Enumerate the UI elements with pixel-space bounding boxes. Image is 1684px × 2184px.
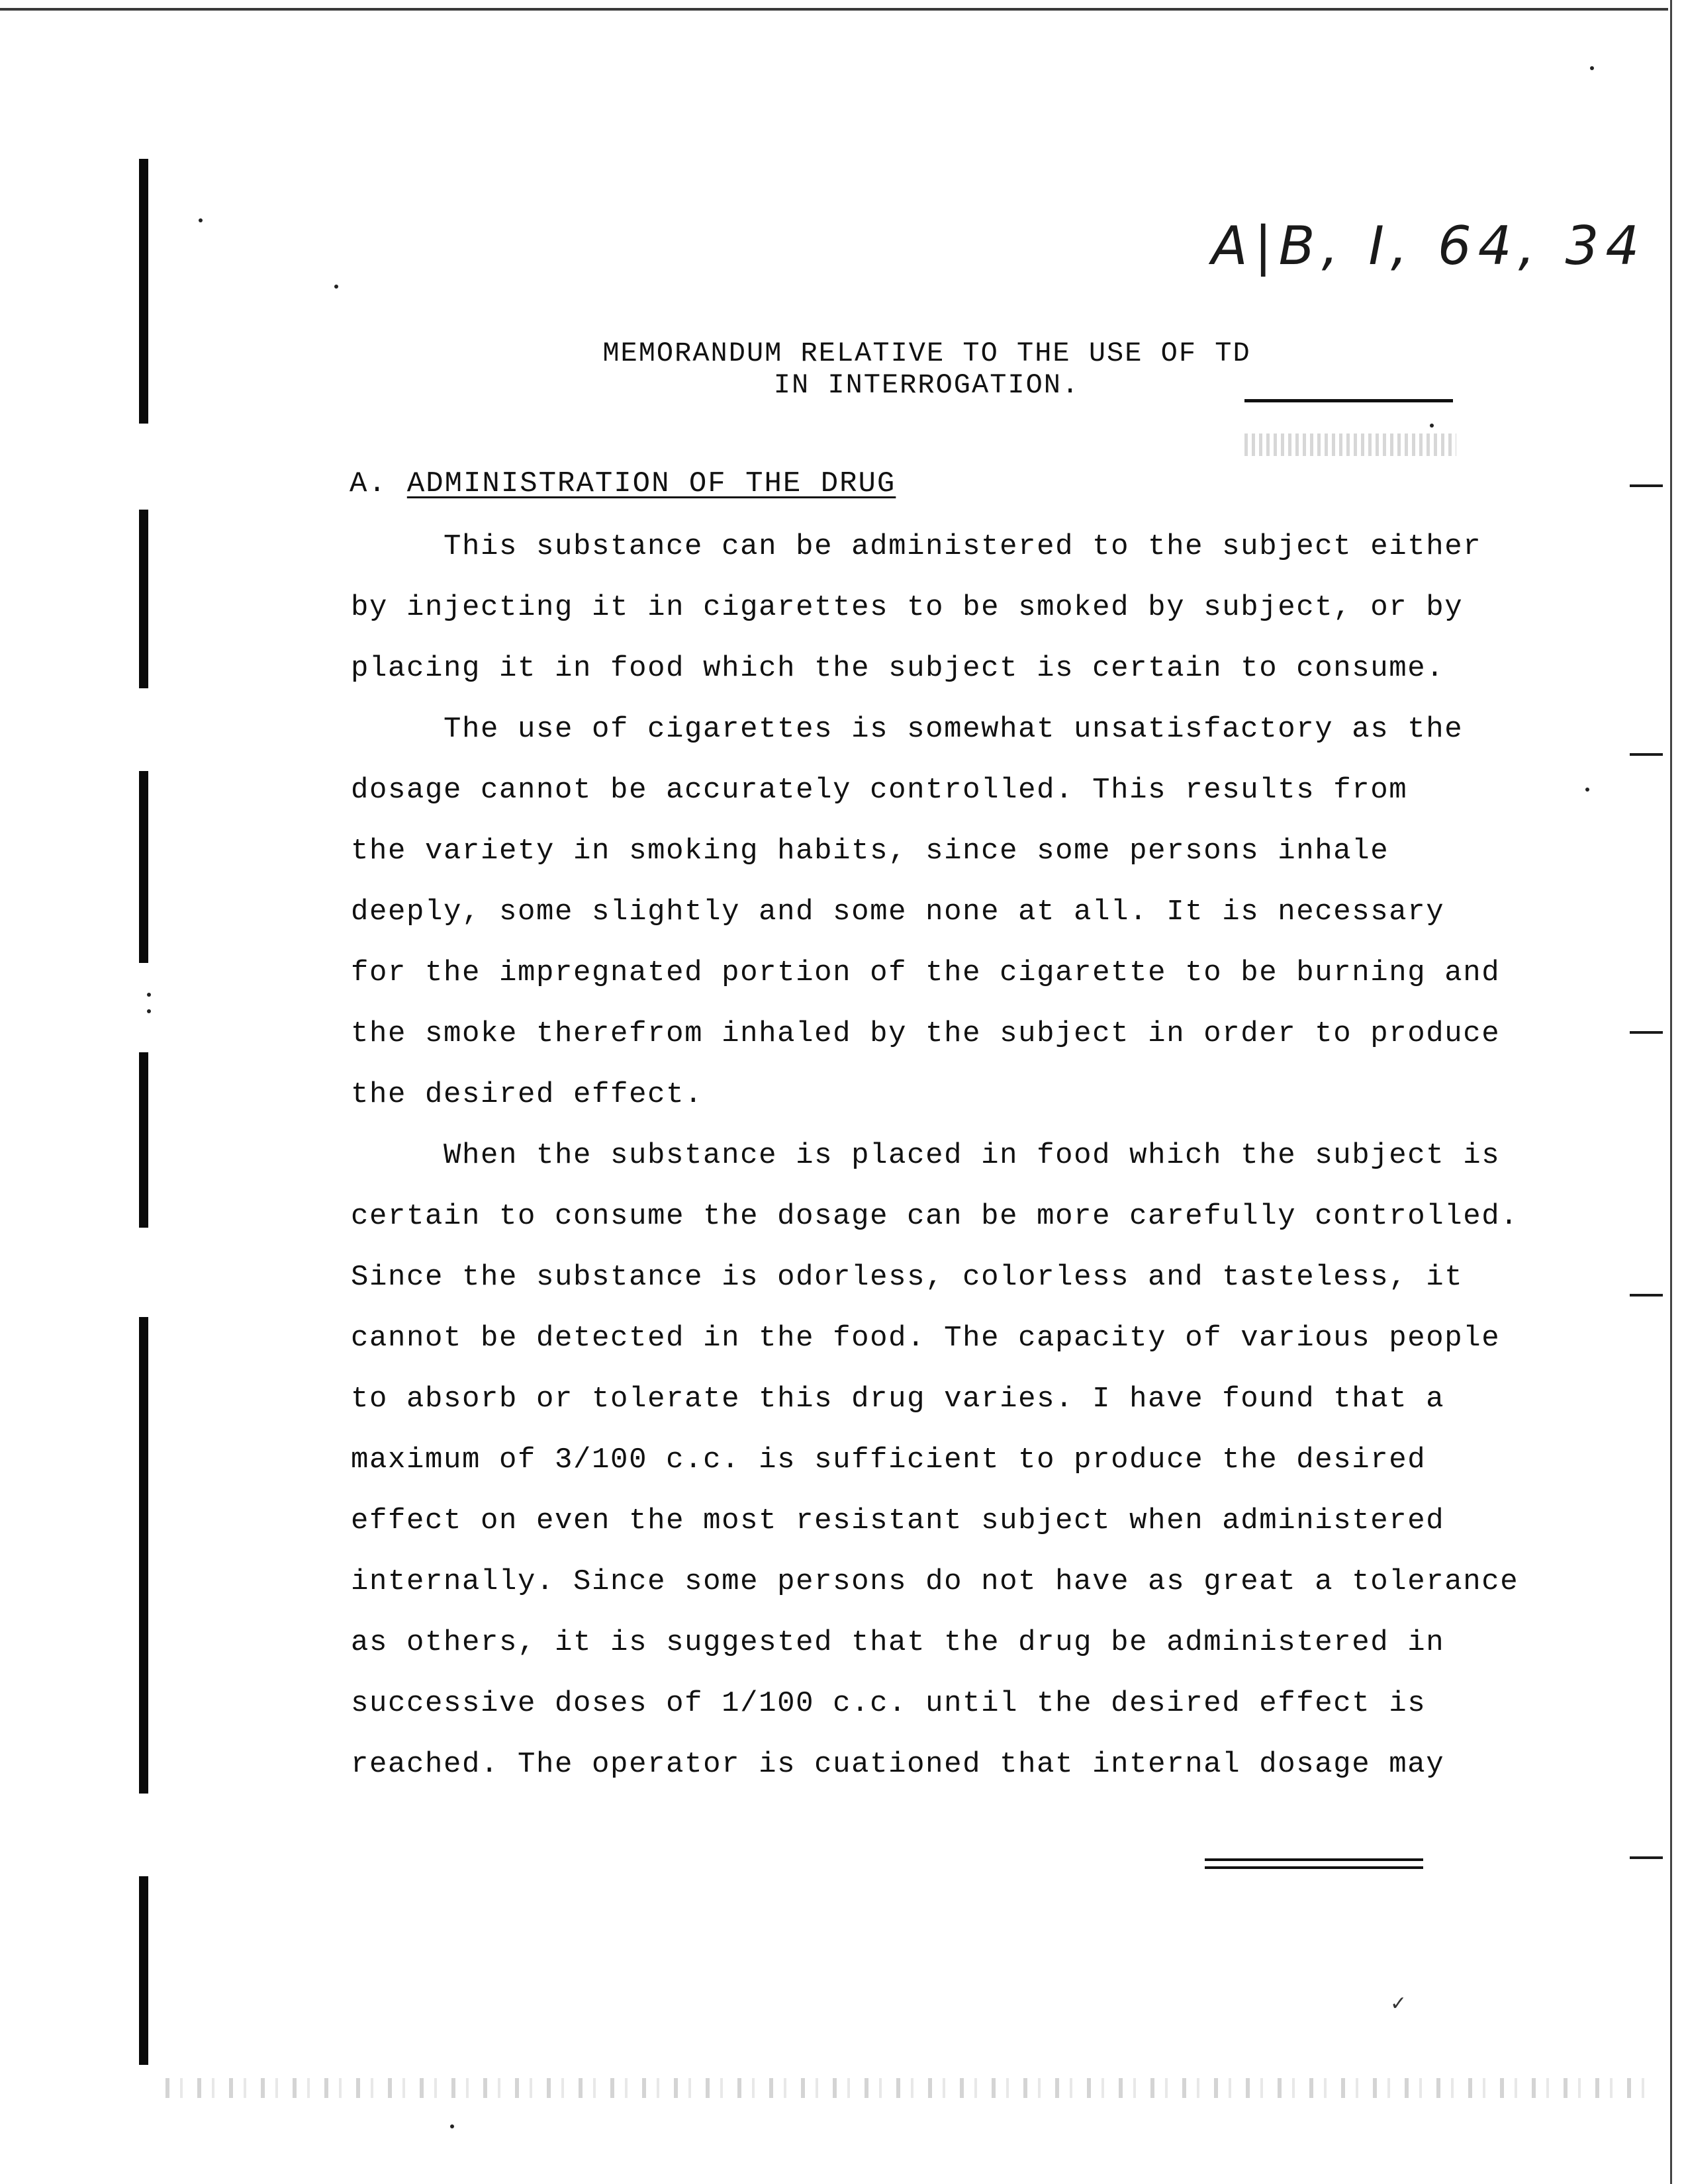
scan-speck [1585, 788, 1589, 792]
scan-right-edge [1670, 0, 1672, 2184]
body-line: When the substance is placed in food which the subject is [444, 1139, 1501, 1172]
body-line: effect on even the most resistant subject when administered [351, 1504, 1445, 1537]
faded-stamp [1244, 433, 1456, 456]
body-line: deeply, some slightly and some none at all. It is necessary [351, 895, 1445, 929]
double-rule [1205, 1858, 1423, 1869]
body-line: as others, it is suggested that the drug be administered in [351, 1626, 1445, 1659]
body-line: dosage cannot be accurately controlled. This results from [351, 774, 1408, 807]
body-line: for the impregnated portion of the cigarette to be burning and [351, 956, 1501, 989]
scan-speck [147, 993, 151, 997]
scan-speck [450, 2124, 454, 2128]
body-line: to absorb or tolerate this drug varies. I have found that a [351, 1383, 1445, 1416]
body-text [351, 516, 1556, 1795]
scan-speck [1430, 424, 1434, 428]
body-line: the desired effect. [351, 1078, 704, 1111]
handwritten-reference: A|B, I, 64, 34 [1211, 215, 1646, 277]
margin-dash [1630, 753, 1663, 756]
body-line: placing it in food which the subject is certain to consume. [351, 652, 1445, 685]
body-line: cannot be detected in the food. The capacity of various people [351, 1322, 1501, 1355]
memo-title [583, 338, 1271, 401]
scan-speck [199, 218, 203, 222]
scan-speck [147, 1009, 151, 1013]
margin-dash [1630, 1031, 1663, 1034]
scan-noise-band [165, 2078, 1648, 2098]
margin-dash [1630, 1294, 1663, 1297]
section-label: A. [350, 467, 387, 500]
body-line: certain to consume the dosage can be more carefully controlled. [351, 1200, 1519, 1233]
margin-dash [1630, 1856, 1663, 1859]
body-line: successive doses of 1/100 c.c. until the desired effect is [351, 1687, 1427, 1720]
scan-speck [1590, 66, 1594, 70]
margin-bar [139, 1052, 148, 1228]
margin-bar [139, 1317, 148, 1794]
body-line: the smoke therefrom inhaled by the subject in order to produce [351, 1017, 1501, 1050]
body-line: The use of cigarettes is somewhat unsatisfactory as the [444, 713, 1464, 746]
margin-bar [139, 771, 148, 963]
body-line: Since the substance is odorless, colorless and tasteless, it [351, 1261, 1464, 1294]
section-heading-text: ADMINISTRATION OF THE DRUG [406, 467, 896, 500]
body-line: maximum of 3/100 c.c. is sufficient to produce the desired [351, 1443, 1427, 1477]
memo-title-line-2: IN INTERROGATION. [773, 369, 1080, 401]
body-line: by injecting it in cigarettes to be smoked by subject, or by [351, 591, 1464, 624]
section-heading [350, 467, 896, 500]
scan-top-edge [0, 8, 1668, 11]
scan-speck [334, 285, 338, 289]
body-line: the variety in smoking habits, since some persons inhale [351, 835, 1389, 868]
margin-bar [139, 159, 148, 424]
margin-bar [139, 1876, 148, 2065]
body-line: internally. Since some persons do not have as great a tolerance [351, 1565, 1519, 1598]
margin-bar [139, 510, 148, 688]
body-line: This substance can be administered to the subject either [444, 530, 1482, 563]
memo-title-line-1: MEMORANDUM RELATIVE TO THE USE OF TD [602, 338, 1251, 369]
margin-dash [1630, 484, 1663, 487]
page-mark-icon: ✓ [1390, 1992, 1407, 2015]
title-underline [1244, 399, 1453, 402]
body-line: reached. The operator is cuationed that internal dosage may [351, 1748, 1445, 1781]
